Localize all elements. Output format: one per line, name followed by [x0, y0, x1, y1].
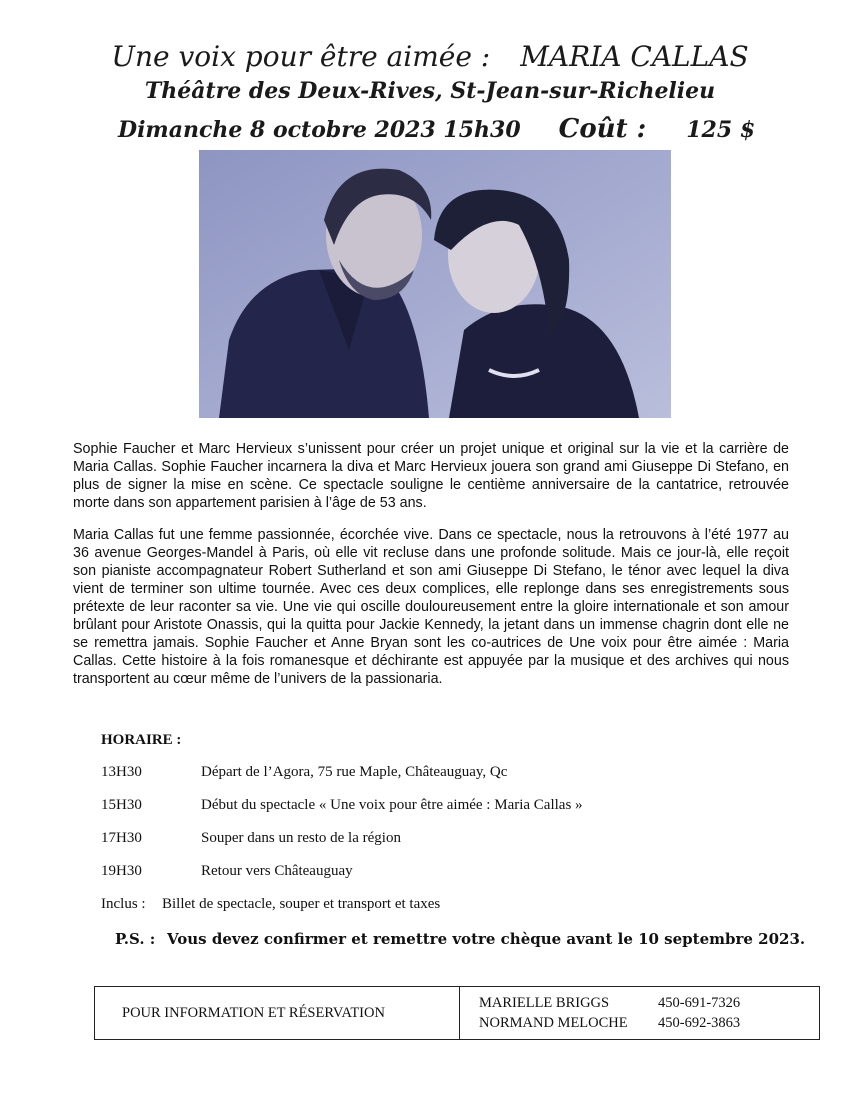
- show-title: Une voix pour être aimée :: [111, 40, 491, 73]
- venue-line: Théâtre des Deux-Rives, St-Jean-sur-Richelieu: [144, 78, 716, 104]
- schedule-time: 19H30: [101, 863, 142, 879]
- schedule-row: [101, 797, 583, 814]
- description-paragraph-1: Sophie Faucher et Marc Hervieux s’unissent pour créer un projet unique et original sur la vie et la carrière de Maria Callas. Sophie Faucher incarnera la diva et Marc Hervieux jouera son grand ami Giuseppe Di Stefano, en plus de signer la mise en scène. Ce spectacle souligne le centième anniversaire de la cantatrice, retrouvée morte dans son appartement parisien à l’âge de 53 ans.: [73, 441, 789, 511]
- artist-name: MARIA CALLAS: [520, 40, 749, 73]
- schedule-time: 15H30: [101, 797, 142, 813]
- description-paragraph-2: Maria Callas fut une femme passionnée, écorchée vive. Dans ce spectacle, nous la retrouvons à l’été 1977 au 36 avenue Georges-Mandel à Paris, où elle vit recluse dans une profonde solitude. Mais ce jour-là, elle reçoit son pianiste accompagnateur Robert Sutherland et son ami Giuseppe Di Stefano, le ténor avec lequel la diva vient de terminer son ultime tournée. Avec ces deux complices, elle replonge dans ses enregistrements sous prétexte de leur raconter sa vie. Une vie qui oscille douloureusement entre la gloire internationale et son amour brûlant pour Aristote Onassis, qui la quitta pour Jackie Kennedy, la jetant dans un immense chagrin dont elle ne se remettra jamais. Sophie Faucher et Anne Bryan sont les co-autrices de Une voix pour être aimée : Maria Callas. Cette histoire à la fois romanesque et déchirante est appuyée par la musique et des archives qui nous transportent au cœur même de l’univers de la passionaria.: [73, 527, 789, 687]
- schedule-desc: Départ de l’Agora, 75 rue Maple, Châteauguay, Qc: [201, 764, 508, 780]
- schedule-time: 17H30: [101, 830, 142, 846]
- contact-phone: 450-691-7326: [658, 995, 741, 1011]
- contact-label: POUR INFORMATION ET RÉSERVATION: [122, 1005, 385, 1021]
- included-text: Billet de spectacle, souper et transport et taxes: [162, 896, 441, 912]
- event-date: Dimanche 8 octobre 2023 15h30: [118, 117, 521, 143]
- contact-phone: 450-692-3863: [658, 1015, 741, 1031]
- schedule-desc: Retour vers Châteauguay: [201, 863, 353, 879]
- performers-photo: [199, 150, 671, 418]
- ps-note: [115, 930, 805, 948]
- date-cost-line: [118, 114, 768, 144]
- contact-box: [94, 986, 820, 1040]
- price: 125 $: [686, 117, 756, 143]
- schedule-row: [101, 764, 507, 781]
- cost-label: Coût :: [558, 114, 647, 144]
- schedule-title: HORAIRE :: [101, 732, 182, 748]
- schedule-desc: Souper dans un resto de la région: [201, 830, 401, 846]
- schedule-row: [101, 863, 353, 880]
- schedule-desc: Début du spectacle « Une voix pour être aimée : Maria Callas »: [201, 797, 583, 813]
- contact-name: MARIELLE BRIGGS: [479, 995, 610, 1011]
- contact-label-cell: [95, 987, 460, 1039]
- title-line: [0, 40, 860, 73]
- contact-name: NORMAND MELOCHE: [479, 1015, 628, 1031]
- included-label: Inclus :: [101, 896, 146, 912]
- ps-text: Vous devez confirmer et remettre votre chèque avant le 10 septembre 2023.: [167, 930, 806, 948]
- schedule-time: 13H30: [101, 764, 142, 780]
- included-row: [101, 896, 440, 913]
- schedule-row: [101, 830, 401, 847]
- ps-label: P.S. :: [115, 930, 156, 948]
